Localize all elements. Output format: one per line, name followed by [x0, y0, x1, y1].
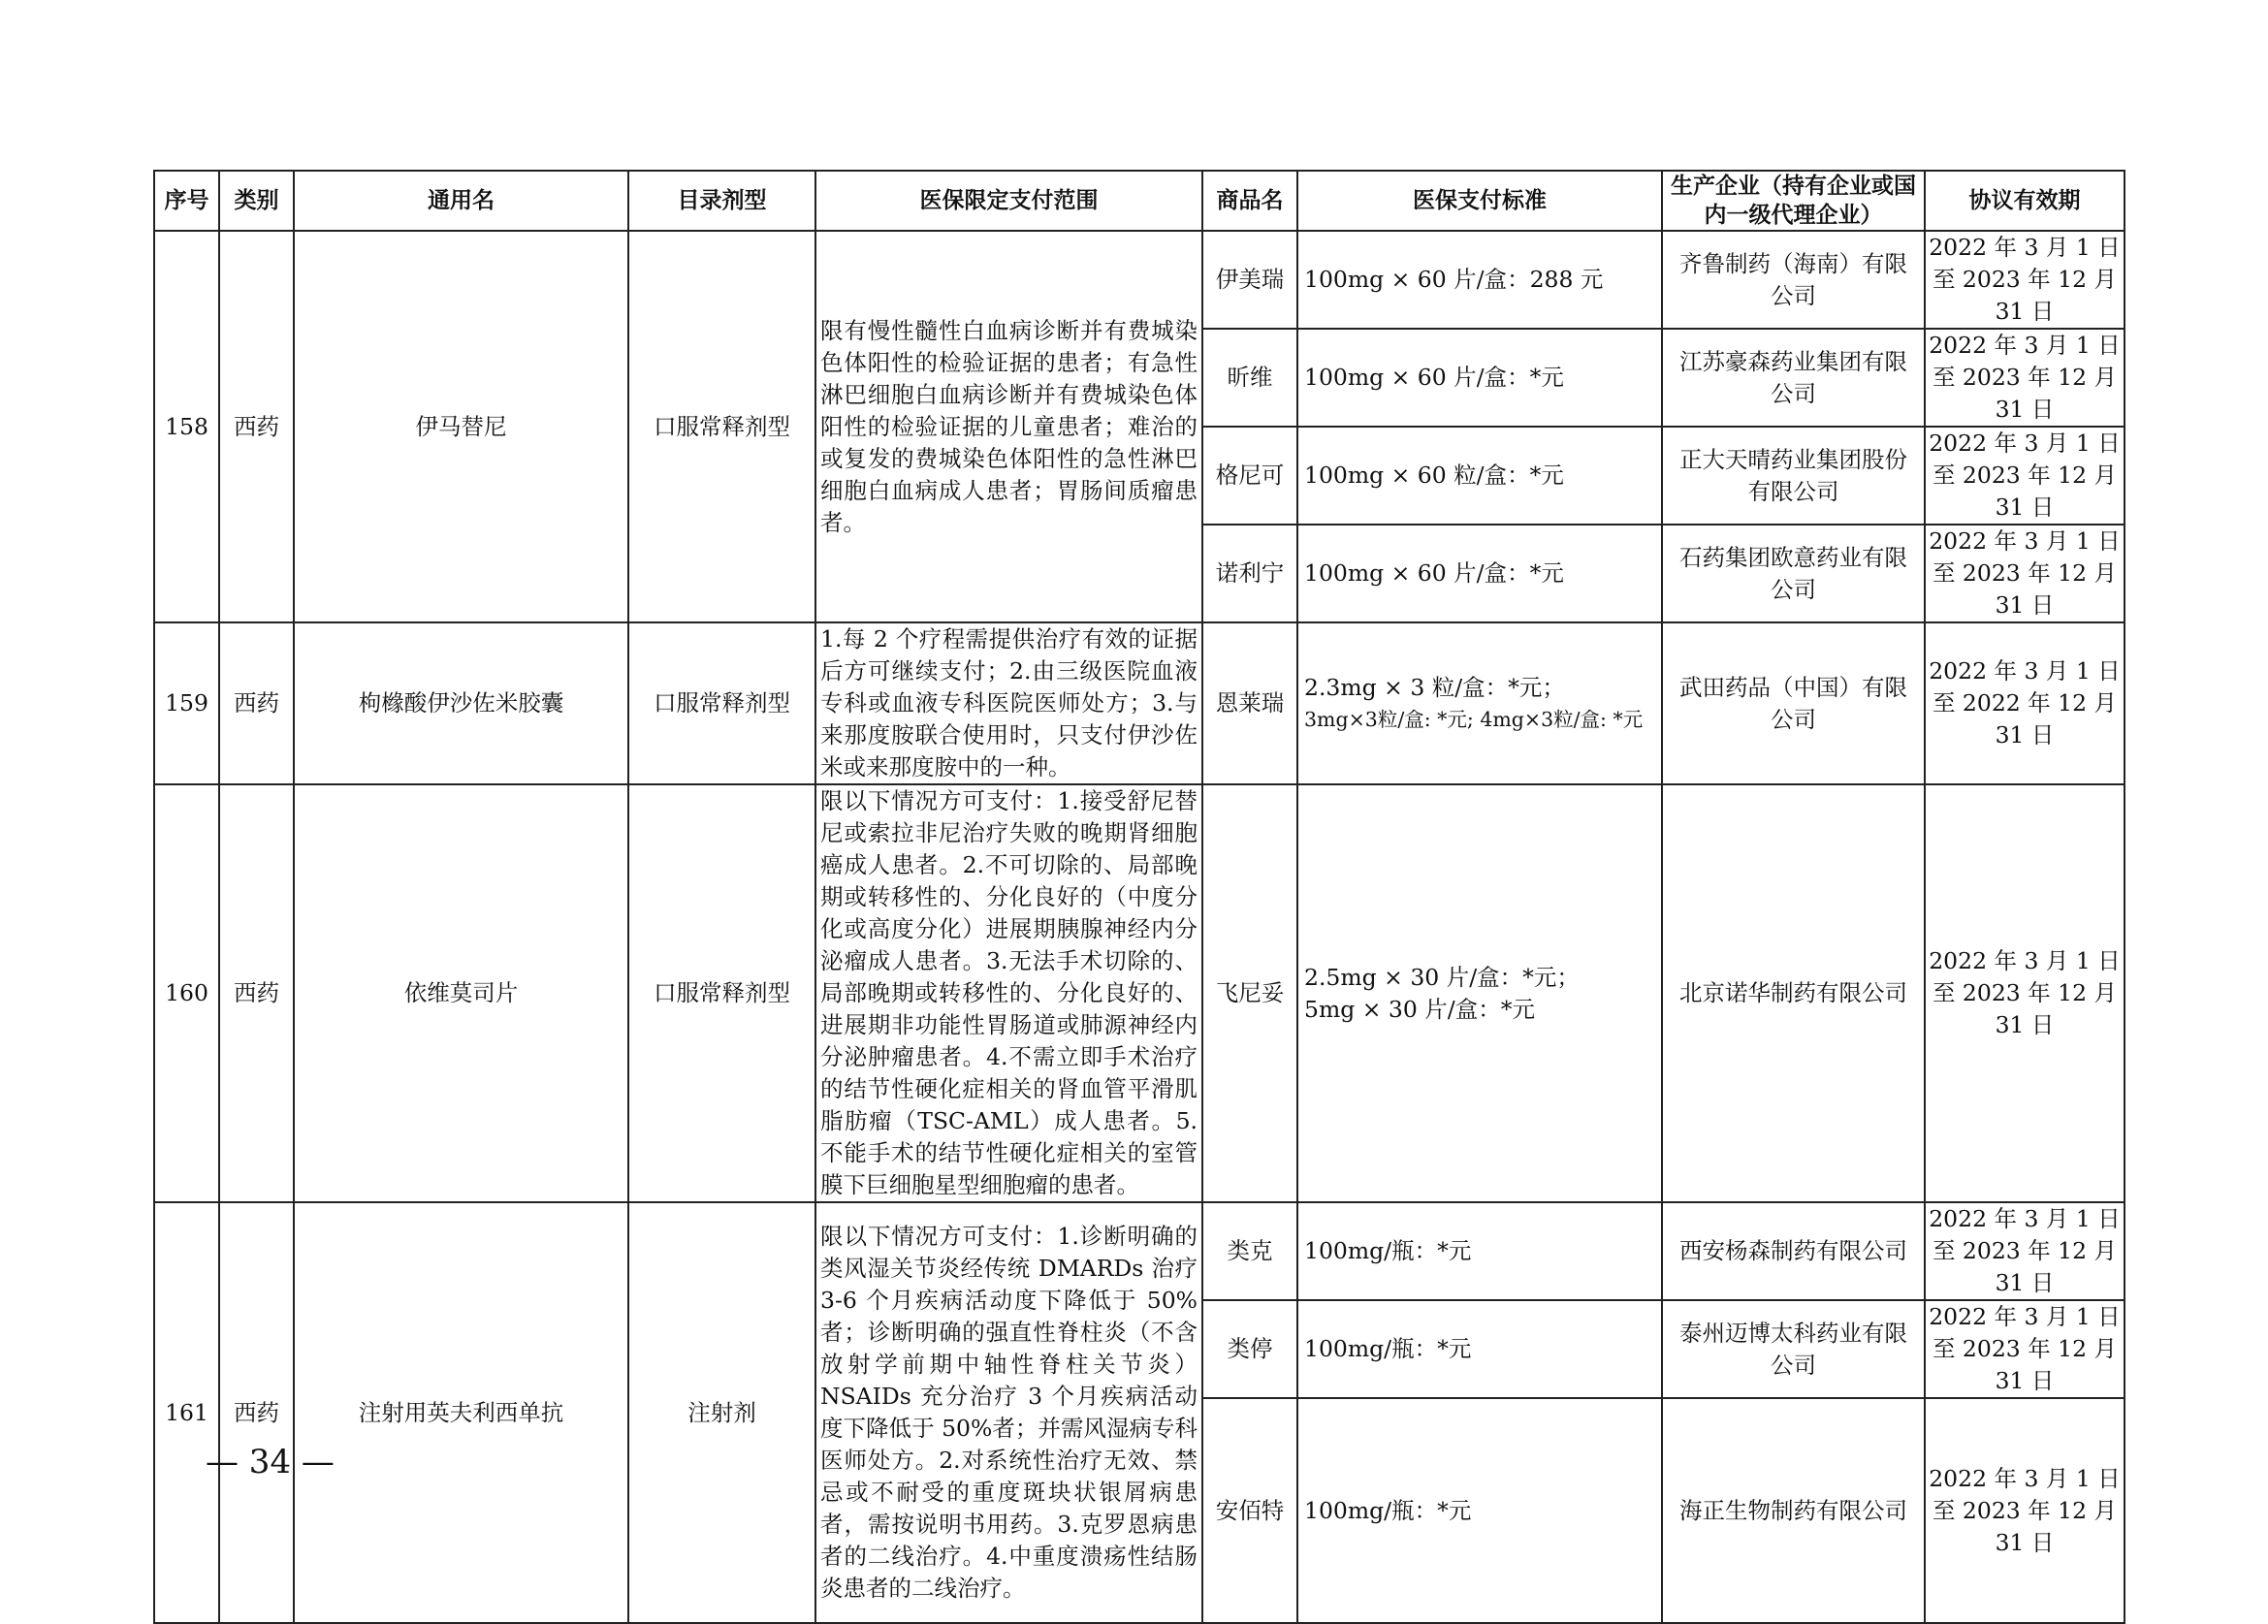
- row-no: 161: [154, 1202, 219, 1623]
- row-brand: 安佰特: [1202, 1398, 1297, 1623]
- row-validity: 2022 年 3 月 1 日至 2023 年 12 月 31 日: [1925, 525, 2124, 622]
- row-brand: 伊美瑞: [1202, 231, 1297, 329]
- row-standard: 100mg/瓶：*元: [1297, 1398, 1662, 1623]
- row-manufacturer: 北京诺华制药有限公司: [1662, 784, 1925, 1202]
- table-header-row: [154, 171, 2124, 231]
- row-standard: 100mg × 60 片/盒：*元: [1297, 329, 1662, 427]
- row-manufacturer: 海正生物制药有限公司: [1662, 1398, 1925, 1623]
- row-standard: 100mg × 60 粒/盒：*元: [1297, 427, 1662, 525]
- row-category: 西药: [219, 231, 294, 622]
- row-validity: 2022 年 3 月 1 日至 2023 年 12 月 31 日: [1925, 1202, 2124, 1300]
- standard-line: 2.5mg × 30 片/盒：*元；: [1304, 963, 1580, 991]
- table-row: [154, 1202, 2124, 1300]
- row-brand: 类克: [1202, 1202, 1297, 1300]
- row-validity: 2022 年 3 月 1 日至 2023 年 12 月 31 日: [1925, 784, 2124, 1202]
- row-scope: 1.每 2 个疗程需提供治疗有效的证据后方可继续支付；2.由三级医院血液专科或血液专科医院医师处方；3.与来那度胺联合使用时，只支付伊沙佐米或来那度胺中的一种。: [815, 622, 1202, 784]
- drug-table: [153, 170, 2125, 1624]
- row-manufacturer: 江苏豪森药业集团有限公司: [1662, 329, 1925, 427]
- row-standard: 100mg × 60 片/盒：288 元: [1297, 231, 1662, 329]
- row-validity: 2022 年 3 月 1 日至 2023 年 12 月 31 日: [1925, 329, 2124, 427]
- row-category: 西药: [219, 622, 294, 784]
- row-manufacturer: 泰州迈博太科药业有限公司: [1662, 1300, 1925, 1398]
- table-row: [154, 784, 2124, 1202]
- row-no: 160: [154, 784, 219, 1202]
- header-brand: 商品名: [1202, 171, 1297, 231]
- row-generic-name: 依维莫司片: [294, 784, 628, 1202]
- row-dosage-form: 口服常释剂型: [628, 784, 815, 1202]
- row-brand: 诺利宁: [1202, 525, 1297, 622]
- row-standard: [1297, 622, 1662, 784]
- row-validity: 2022 年 3 月 1 日至 2023 年 12 月 31 日: [1925, 1398, 2124, 1623]
- standard-line: 2.3mg × 3 粒/盒：*元；: [1304, 673, 1565, 701]
- row-manufacturer: 石药集团欧意药业有限公司: [1662, 525, 1925, 622]
- row-validity: 2022 年 3 月 1 日至 2022 年 12 月 31 日: [1925, 622, 2124, 784]
- table-row: [154, 231, 2124, 329]
- standard-line: 5mg × 30 片/盒：*元: [1304, 995, 1535, 1023]
- row-generic-name: 注射用英夫利西单抗: [294, 1202, 628, 1623]
- row-scope: 限以下情况方可支付：1.诊断明确的类风湿关节炎经传统 DMARDs 治疗 3-6 个月疾病活动度下降低于 50%者；诊断明确的强直性脊柱炎（不含放射学前期中轴性脊柱关节炎）NSAIDs 充分治疗 3 个月疾病活动度下降低于 50%者；并需风湿病专科医师处方。2.对系统性治疗无效、禁忌或不耐受的重度斑块状银屑病患者，需按说明书用药。3.克罗恩病患者的二线治疗。4.中重度溃疡性结肠炎患者的二线治疗。: [815, 1202, 1202, 1623]
- row-manufacturer: 武田药品（中国）有限公司: [1662, 622, 1925, 784]
- table-row: [154, 622, 2124, 784]
- header-validity: 协议有效期: [1925, 171, 2124, 231]
- header-manufacturer: 生产企业（持有企业或国内一级代理企业）: [1662, 171, 1925, 231]
- header-standard: 医保支付标准: [1297, 171, 1662, 231]
- row-manufacturer: 西安杨森制药有限公司: [1662, 1202, 1925, 1300]
- row-scope: 限以下情况方可支付：1.接受舒尼替尼或索拉非尼治疗失败的晚期肾细胞癌成人患者。2.不可切除的、局部晚期或转移性的、分化良好的（中度分化或高度分化）进展期胰腺神经内分泌瘤成人患者。3.无法手术切除的、局部晚期或转移性的、分化良好的、进展期非功能性胃肠道或肺源神经内分泌肿瘤患者。4.不需立即手术治疗的结节性硬化症相关的肾血管平滑肌脂肪瘤（TSC-AML）成人患者。5.不能手术的结节性硬化症相关的室管膜下巨细胞星型细胞瘤的患者。: [815, 784, 1202, 1202]
- row-standard: 100mg/瓶：*元: [1297, 1202, 1662, 1300]
- row-no: 158: [154, 231, 219, 622]
- row-standard: [1297, 784, 1662, 1202]
- row-generic-name: 伊马替尼: [294, 231, 628, 622]
- row-brand: 格尼可: [1202, 427, 1297, 525]
- row-validity: 2022 年 3 月 1 日至 2023 年 12 月 31 日: [1925, 231, 2124, 329]
- row-manufacturer: 正大天晴药业集团股份有限公司: [1662, 427, 1925, 525]
- standard-line: 3mg×3粒/盒: *元; 4mg×3粒/盒: *元: [1304, 707, 1644, 731]
- row-standard: 100mg/瓶：*元: [1297, 1300, 1662, 1398]
- row-standard: 100mg × 60 片/盒：*元: [1297, 525, 1662, 622]
- row-scope: 限有慢性髓性白血病诊断并有费城染色体阳性的检验证据的患者；有急性淋巴细胞白血病诊断并有费城染色体阳性的检验证据的儿童患者；难治的或复发的费城染色体阳性的急性淋巴细胞白血病成人患者；胃肠间质瘤患者。: [815, 231, 1202, 622]
- row-category: 西药: [219, 1202, 294, 1623]
- row-brand: 飞尼妥: [1202, 784, 1297, 1202]
- row-brand: 类停: [1202, 1300, 1297, 1398]
- page-number: — 34 —: [206, 1443, 335, 1481]
- row-dosage-form: 注射剂: [628, 1202, 815, 1623]
- row-category: 西药: [219, 784, 294, 1202]
- header-dosage-form: 目录剂型: [628, 171, 815, 231]
- row-no: 159: [154, 622, 219, 784]
- header-scope: 医保限定支付范围: [815, 171, 1202, 231]
- row-dosage-form: 口服常释剂型: [628, 622, 815, 784]
- header-no: 序号: [154, 171, 219, 231]
- header-category: 类别: [219, 171, 294, 231]
- row-dosage-form: 口服常释剂型: [628, 231, 815, 622]
- row-validity: 2022 年 3 月 1 日至 2023 年 12 月 31 日: [1925, 1300, 2124, 1398]
- row-brand: 恩莱瑞: [1202, 622, 1297, 784]
- row-validity: 2022 年 3 月 1 日至 2023 年 12 月 31 日: [1925, 427, 2124, 525]
- header-generic-name: 通用名: [294, 171, 628, 231]
- row-generic-name: 枸橼酸伊沙佐米胶囊: [294, 622, 628, 784]
- row-manufacturer: 齐鲁制药（海南）有限公司: [1662, 231, 1925, 329]
- row-brand: 昕维: [1202, 329, 1297, 427]
